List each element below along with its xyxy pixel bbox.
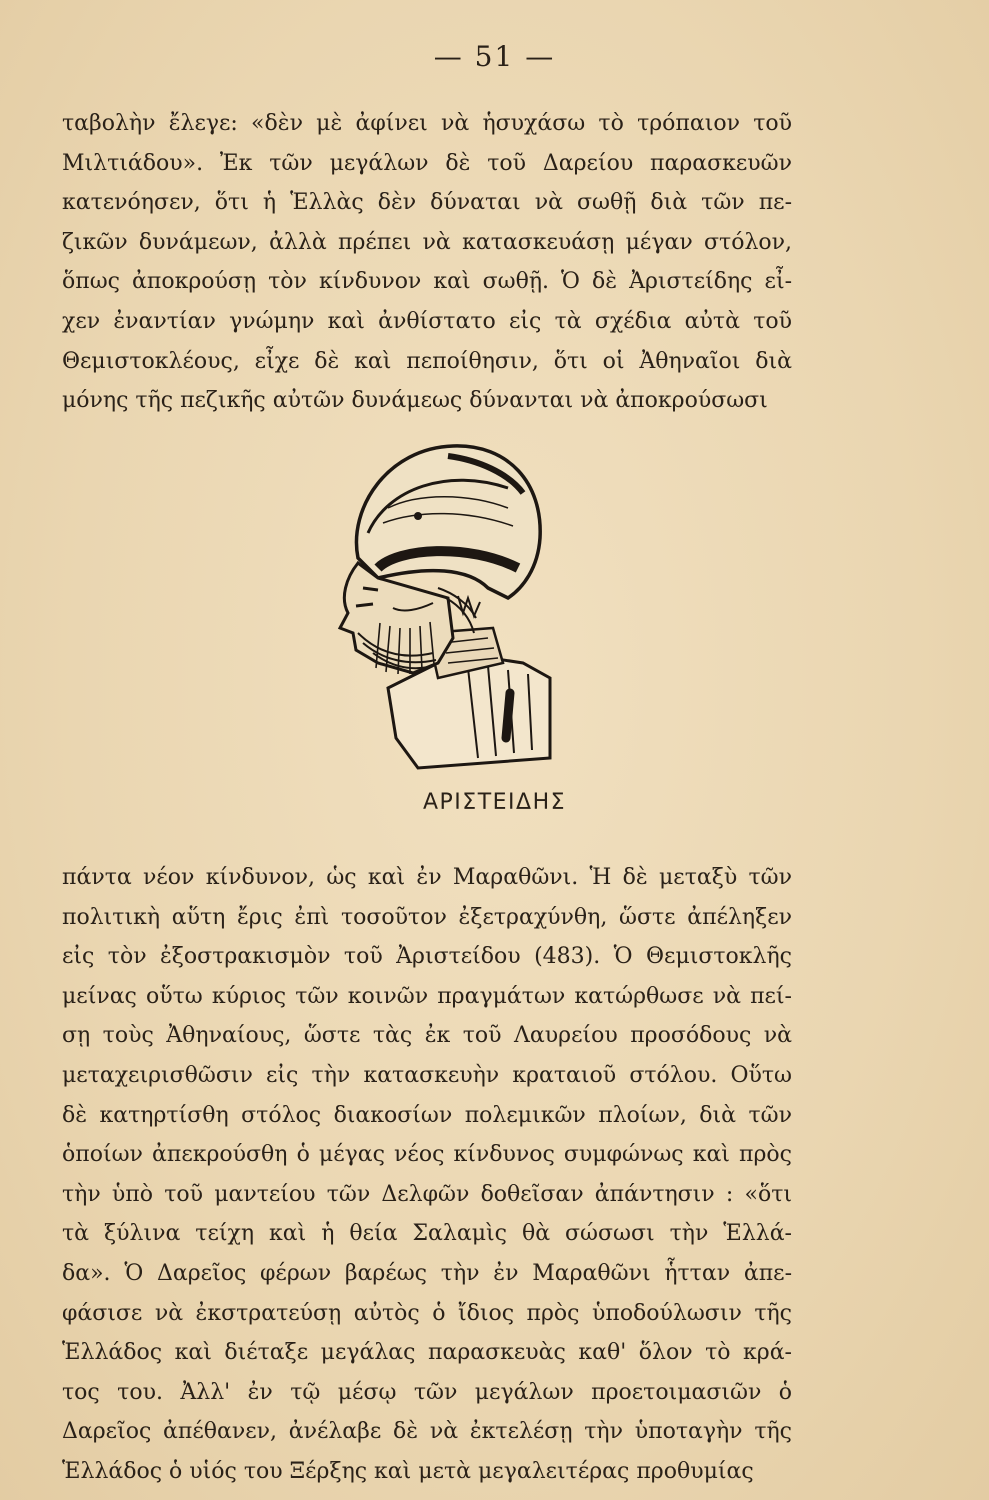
paragraph-top <box>62 104 792 421</box>
text-line: πάντα νέον κίνδυνον, ὡς καὶ ἐν Μαραθῶνι. Ἡ δὲ μεταξὺ τῶν <box>62 865 792 890</box>
portrait-caption: ΑΡΙΣΤΕΙΔΗΣ <box>422 790 567 815</box>
text-line: Ἑλλάδος καὶ διέταξε μεγάλας παρασκευὰς καθ' ὅλον τὸ κρά- <box>62 1340 792 1366</box>
text-line: τος του. Ἀλλ' ἐν τῷ μέσῳ τῶν μεγάλων προετοιμασιῶν ὁ <box>62 1379 792 1405</box>
text-line: Δαρεῖος ἀπέθανεν, ἀνέλαβε δὲ νὰ ἐκτελέσῃ τὴν ὑποταγὴν τῆς <box>62 1419 792 1445</box>
text-line: ταβολὴν ἔλεγε: «δὲν μὲ ἀφίνει νὰ ἡσυχάσω τὸ τρόπαιον τοῦ <box>62 111 792 136</box>
paragraph-bottom <box>62 858 792 1492</box>
text-line: ζικῶν δυνάμεων, ἀλλὰ πρέπει νὰ κατασκευάσῃ μέγαν στόλον, <box>62 229 792 255</box>
text-line: ὁποίων ἀπεκρούσθη ὁ μέγας νέος κίνδυνος συμφώνως καὶ πρὸς <box>62 1142 792 1168</box>
text-line: τὴν ὑπὸ τοῦ μαντείου τῶν Δελφῶν δοθεῖσαν ἀπάντησιν : «ὅτι <box>62 1181 792 1207</box>
text-line: Θεμιστοκλέους, εἶχε δὲ καὶ πεποίθησιν, ὅτι οἱ Ἀθηναῖοι διὰ <box>62 348 792 374</box>
text-line: Ἑλλάδος ὁ υἱός του Ξέρξης καὶ μετὰ μεγαλειτέρας προθυμίας <box>62 1458 754 1484</box>
page-number: — 51 — <box>433 40 556 73</box>
text-line: πολιτικὴ αὕτη ἔρις ἐπὶ τοσοῦτον ἐξετραχύνθη, ὥστε ἀπέληξεν <box>62 904 792 930</box>
text-line: κατενόησεν, ὅτι ἡ Ἑλλὰς δὲν δύναται νὰ σωθῇ διὰ τῶν πε- <box>62 190 792 216</box>
text-line: μόνης τῆς πεζικῆς αὐτῶν δυνάμεως δύνανται νὰ ἀποκρούσωσι <box>62 388 768 414</box>
text-line: μεταχειρισθῶσιν εἰς τὴν κατασκευὴν κραταιοῦ στόλου. Οὕτω <box>62 1062 792 1088</box>
text-line: σῃ τοὺς Ἀθηναίους, ὥστε τὰς ἐκ τοῦ Λαυρείου προσόδους νὰ <box>62 1023 792 1049</box>
text-line: εἰς τὸν ἐξοστρακισμὸν τοῦ Ἀριστείδου (483). Ὁ Θεμιστοκλῆς <box>62 944 792 970</box>
text-line: χεν ἐναντίαν γνώμην καὶ ἀνθίστατο εἰς τὰ σχέδια αὐτὰ τοῦ <box>62 308 792 334</box>
text-line: τὰ ξύλινα τείχη καὶ ἡ θεία Σαλαμὶς θὰ σώσωσι τὴν Ἑλλά- <box>62 1221 792 1247</box>
text-line: δα». Ὁ Δαρεῖος φέρων βαρέως τὴν ἐν Μαραθῶνι ἧτταν ἀπε- <box>62 1260 792 1286</box>
text-line: Μιλτιάδου». Ἐκ τῶν μεγάλων δὲ τοῦ Δαρείου παρασκευῶν <box>62 150 792 176</box>
text-line: μείνας οὕτω κύριος τῶν κοινῶν πραγμάτων κατώρθωσε νὰ πεί- <box>62 983 792 1009</box>
text-line: φάσισε νὰ ἐκστρατεύσῃ αὐτὸς ὁ ἴδιος πρὸς ὑποδούλωσιν τῆς <box>62 1300 792 1326</box>
text-line: ὅπως ἀποκρούσῃ τὸν κίνδυνον καὶ σωθῇ. Ὁ δὲ Ἀριστείδης εἶ- <box>62 269 792 295</box>
aristeides-portrait-engraving <box>318 438 553 773</box>
text-line: δὲ κατηρτίσθη στόλος διακοσίων πολεμικῶν πλοίων, διὰ τῶν <box>62 1102 792 1128</box>
